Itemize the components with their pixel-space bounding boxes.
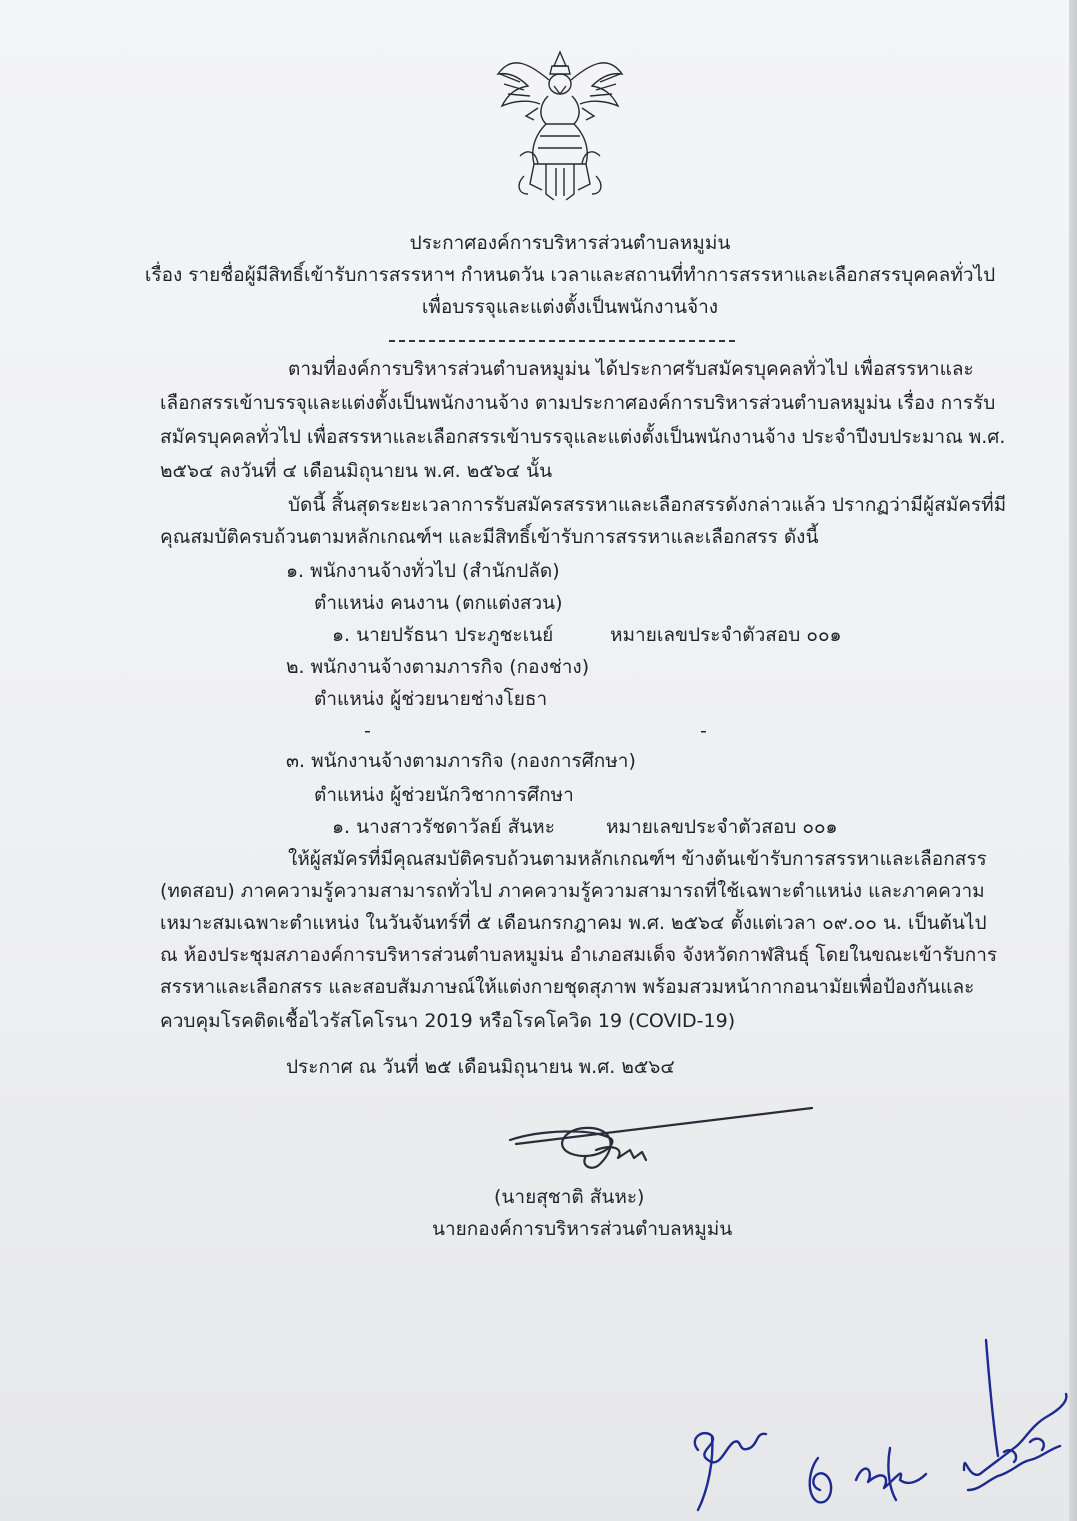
group-1-exam-number: หมายเลขประจำตัวสอบ ๐๐๑ (610, 624, 842, 646)
paragraph-1-line-1: ตามที่องค์การบริหารส่วนตำบลหมูม่น ได้ประกาศรับสมัครบุคคลทั่วไป เพื่อสรรหาและ (288, 358, 974, 380)
paper-edge (1069, 0, 1077, 1521)
paragraph-3-line-1: ให้ผู้สมัครที่มีคุณสมบัติครบถ้วนตามหลักเกณฑ์ฯ ข้างต้นเข้ารับการสรรหาและเลือกสรร (288, 848, 987, 870)
group-3-candidate: ๑. นางสาวรัชดาวัลย์ สันหะ (332, 816, 555, 838)
paragraph-1-line-2: เลือกสรรเข้าบรรจุและแต่งตั้งเป็นพนักงานจ้าง ตามประกาศองค์การบริหารส่วนตำบลหมูม่น เรื่อง การรับ (160, 392, 996, 414)
group-2-title: ๒. พนักงานจ้างตามภารกิจ (กองช่าง) (286, 656, 590, 678)
paragraph-2-line-1: บัดนี้ สิ้นสุดระยะเวลาการรับสมัครสรรหาและเลือกสรรดังกล่าวแล้ว ปรากฏว่ามีผู้สมัครที่มี (288, 494, 1007, 516)
group-3-position: ตำแหน่ง ผู้ช่วยนักวิชาการศึกษา (314, 784, 574, 806)
group-3-title: ๓. พนักงานจ้างตามภารกิจ (กองการศึกษา) (286, 750, 636, 772)
paragraph-2-line-2: คุณสมบัติครบถ้วนตามหลักเกณฑ์ฯ และมีสิทธิ์เข้ารับการสรรหาและเลือกสรร ดังนี้ (160, 526, 819, 548)
announcement-subject-line2: เพื่อบรรจุและแต่งตั้งเป็นพนักงานจ้าง (421, 296, 719, 318)
header-divider (389, 340, 735, 342)
announcement-subject: เรื่อง รายชื่อผู้มีสิทธิ์เข้ารับการสรรหาฯ กำหนดวัน เวลาและสถานที่ทำการสรรหาและเลือกสรรบุคคลทั่วไป (144, 264, 996, 286)
group-2-position: ตำแหน่ง ผู้ช่วยนายช่างโยธา (314, 688, 548, 710)
group-1-title: ๑. พนักงานจ้างทั่วไป (สำนักปลัด) (286, 560, 560, 582)
group-3-exam-number: หมายเลขประจำตัวสอบ ๐๐๑ (606, 816, 838, 838)
paragraph-1-line-4: ๒๕๖๔ ลงวันที่ ๔ เดือนมิถุนายน พ.ศ. ๒๕๖๔ นั้น (160, 460, 553, 482)
paragraph-3-line-4: ณ ห้องประชุมสภาองค์การบริหารส่วนตำบลหมูม่น อำเภอสมเด็จ จังหวัดกาฬสินธุ์ โดยในขณะเข้ารับการ (160, 944, 998, 966)
garuda-emblem-icon (490, 44, 630, 204)
paragraph-3-line-3: เหมาะสมเฉพาะตำแหน่ง ในวันจันทร์ที่ ๕ เดือนกรกฎาคม พ.ศ. ๒๕๖๔ ตั้งแต่เวลา ๐๙.๐๐ น. เป็นต้นไป (160, 912, 987, 934)
group-2-dash-left: - (364, 720, 371, 742)
paragraph-1-line-3: สมัครบุคคลทั่วไป เพื่อสรรหาและเลือกสรรเข้าบรรจุและแต่งตั้งเป็นพนักงานจ้าง ประจำปีงบประมาณ พ.ศ. (160, 426, 1006, 448)
handwritten-initials (668, 1330, 1072, 1516)
signer-title: นายกองค์การบริหารส่วนตำบลหมูม่น (432, 1218, 733, 1240)
paragraph-3-line-5: สรรหาและเลือกสรร และสอบสัมภาษณ์ให้แต่งกายชุดสุภาพ พร้อมสวมหน้ากากอนามัยเพื่อป้องกันและ (160, 976, 975, 998)
signer-name: (นายสุชาติ สันหะ) (494, 1186, 645, 1208)
announcement-org: ประกาศองค์การบริหารส่วนตำบลหมูม่น (409, 232, 731, 254)
announcement-date: ประกาศ ณ วันที่ ๒๕ เดือนมิถุนายน พ.ศ. ๒๕๖๔ (286, 1056, 675, 1078)
signature-mark (500, 1104, 820, 1184)
group-1-position: ตำแหน่ง คนงาน (ตกแต่งสวน) (314, 592, 563, 614)
group-1-candidate: ๑. นายปรัธนา ประภูชะเนย์ (332, 624, 554, 646)
paragraph-3-line-2: (ทดสอบ) ภาคความรู้ความสามารถทั่วไป ภาคความรู้ความสามารถที่ใช้เฉพาะตำแหน่ง และภาคความ (160, 880, 985, 902)
group-2-dash-right: - (700, 720, 707, 742)
paragraph-3-line-6: ควบคุมโรคติดเชื้อไวรัสโคโรนา 2019 หรือโรคโควิด 19 (COVID-19) (160, 1010, 736, 1032)
